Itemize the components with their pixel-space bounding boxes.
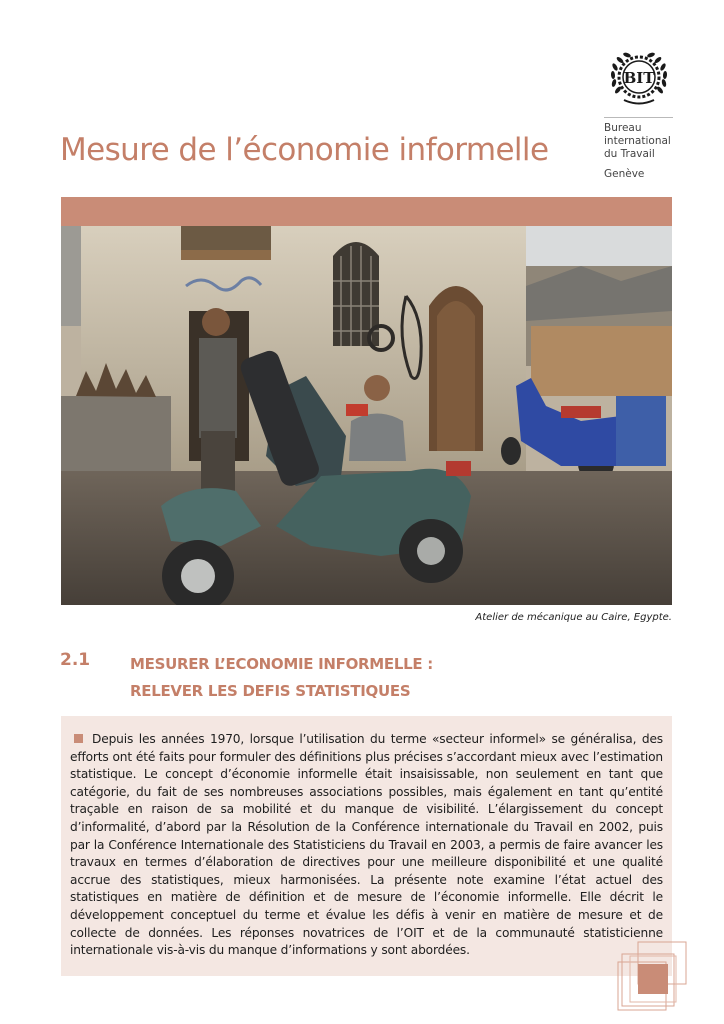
logo-divider xyxy=(604,117,673,118)
ilo-logo xyxy=(604,50,674,108)
org-name-line-1: Bureau xyxy=(604,122,642,134)
section-title-line-2: RELEVER LES DEFIS STATISTIQUES xyxy=(130,682,411,700)
summary-paragraph: Depuis les années 1970, lorsque l’utilisation du terme «secteur informel» se généralisa, des efforts ont été faits pour formuler des définitions plus précises s’accordant mieux avec l’estimation statistique. Le concept d’économie informelle était insaisissable, non seulement en tant que catégorie, du fait de ses nombreuses associations possibles, mais également en tant qu’entité traçable en raison de sa mobilité et du manque de visibilité. L’élargissement du concept d’informalité, d’abord par la Résolution de la Conférence internationale du Travail en 2002, puis par la Conférence Internationale des Statisticiens du Travail en 2003, a permis de faire avancer les travaux en termes d’élaboration de directives pour une meilleure disponibilité et une qualité accrue des statistiques, mieux harmonisées. La présente note examine l’état actuel des statistiques en matière de définition et de mesure de l’économie informelle. Elle décrit le développement conceptuel du terme et évalue les défis à venir en matière de mesure et de collecte de données. Les réponses novatrices de l’OIT et de la communauté statisticienne internationale vis-à-vis du manque d’informations y sont abordées. xyxy=(70,732,663,958)
square-bullet-icon xyxy=(74,734,83,743)
header-band xyxy=(61,197,672,226)
section-title-line-1: MESURER L’ECONOMIE INFORMELLE : xyxy=(130,655,433,673)
section-number: 2.1 xyxy=(60,650,91,670)
org-city: Genève xyxy=(604,168,645,180)
summary-paragraph-container xyxy=(70,731,663,960)
org-name-line-3: du Travail xyxy=(604,148,655,160)
photo-caption: Atelier de mécanique au Caire, Egypte. xyxy=(475,612,672,623)
decorative-squares xyxy=(612,936,702,1016)
workshop-photo xyxy=(61,226,672,605)
org-name-line-2: international xyxy=(604,135,671,147)
svg-text:BIT: BIT xyxy=(623,69,655,87)
page-title: Mesure de l’économie informelle xyxy=(60,132,549,168)
section-title xyxy=(130,651,433,705)
